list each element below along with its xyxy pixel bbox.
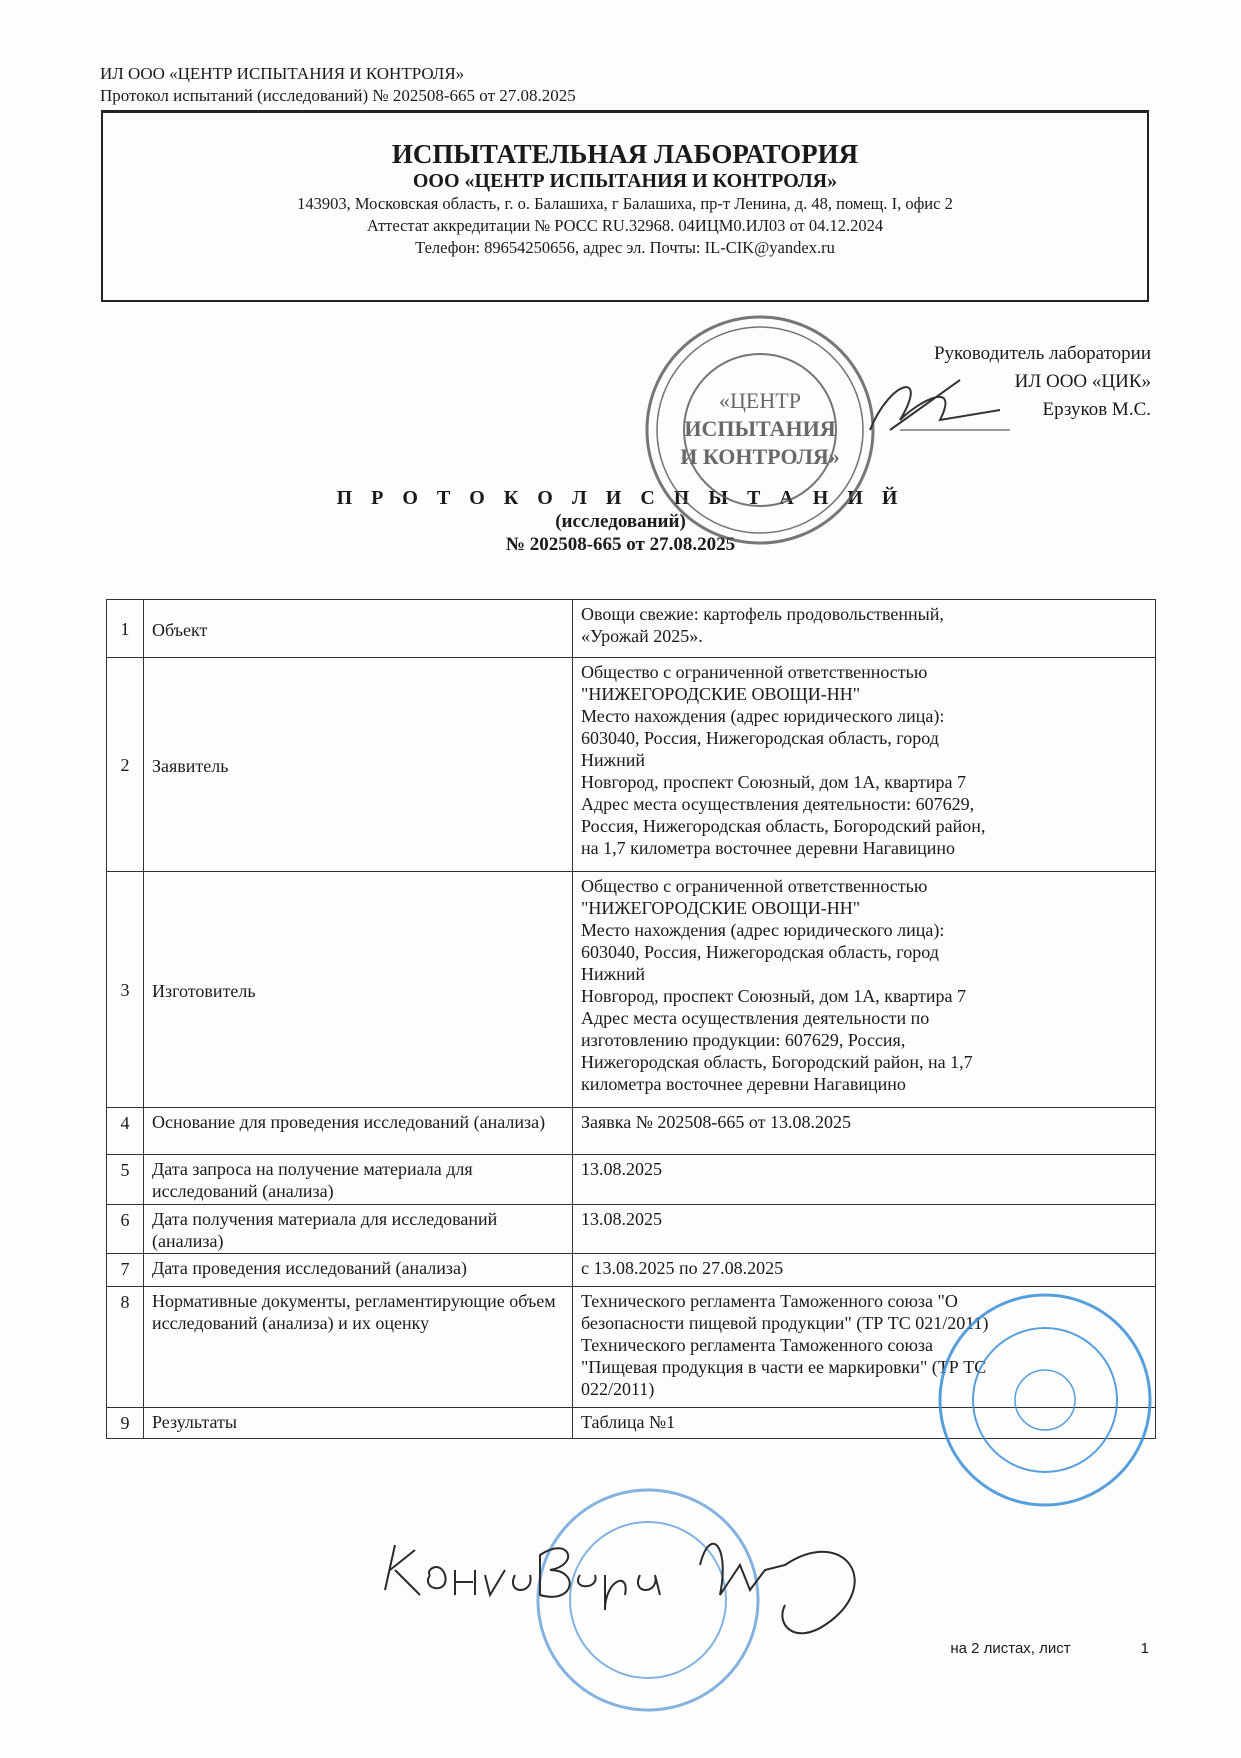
row-value-line: километра восточнее деревни Нагавицино <box>581 1074 906 1094</box>
row-value-line: Заявка № 202508-665 от 13.08.2025 <box>581 1112 852 1132</box>
row-value-line: Россия, Нижегородская область, Богородский район, <box>581 816 986 836</box>
row-value-line: "НИЖЕГОРОДСКИЕ ОВОЩИ-НН" <box>581 684 861 704</box>
row-value-line: Адрес места осуществления деятельности: 607629, <box>581 794 975 814</box>
row-value-line: Нижегородская область, Богородский район, на 1,7 <box>581 1052 973 1072</box>
row-key: Изготовитель <box>144 872 573 1108</box>
row-value <box>573 1287 1156 1408</box>
row-value-line: Адрес места осуществления деятельности по <box>581 1008 930 1028</box>
row-value-line: Общество с ограниченной ответственностью <box>581 876 928 896</box>
protocol-title-block <box>0 487 1241 556</box>
row-number: 6 <box>107 1205 144 1254</box>
row-value-line: изготовлению продукции: 607629, Россия, <box>581 1030 906 1050</box>
protocol-title: П Р О Т О К О Л И С П Ы Т А Н И Й <box>336 487 905 509</box>
blue-seal-bottom-stamp <box>538 1490 758 1710</box>
footer-sheets: на 2 листах, лист <box>950 1640 1071 1657</box>
lab-info-box <box>101 110 1149 302</box>
row-value <box>573 600 1156 658</box>
table-row <box>107 1254 1156 1287</box>
svg-text:ИСПЫТАНИЯ: ИСПЫТАНИЯ <box>684 416 836 441</box>
row-value-line: с 13.08.2025 по 27.08.2025 <box>581 1258 784 1278</box>
table-row <box>107 600 1156 658</box>
row-value-line: 603040, Россия, Нижегородская область, город <box>581 942 939 962</box>
row-value-line: Новгород, проспект Союзный, дом 1А, квартира 7 <box>581 772 967 792</box>
running-header-org: ИЛ ООО «ЦЕНТР ИСПЫТАНИЯ И КОНТРОЛЯ» <box>100 64 465 83</box>
row-value-line: Общество с ограниченной ответственностью <box>581 662 928 682</box>
running-header-protocol: Протокол испытаний (исследований) № 202508-665 от 27.08.2025 <box>100 86 576 105</box>
row-number: 1 <box>107 600 144 658</box>
svg-text:И КОНТРОЛЯ»: И КОНТРОЛЯ» <box>680 444 840 469</box>
protocol-number: № 202508-665 от 27.08.2025 <box>505 534 736 555</box>
row-value-line: Нижний <box>581 964 645 984</box>
protocol-subtitle: (исследований) <box>555 511 686 532</box>
row-value-line: "НИЖЕГОРОДСКИЕ ОВОЩИ-НН" <box>581 898 861 918</box>
row-value-line: Нижний <box>581 750 645 770</box>
row-value-line: Технического регламента Таможенного союза <box>581 1335 933 1355</box>
handwritten-note-copy-correct <box>385 1544 855 1634</box>
lab-org: ООО «ЦЕНТР ИСПЫТАНИЯ И КОНТРОЛЯ» <box>412 170 838 192</box>
row-value-line: Место нахождения (адрес юридического лица): <box>581 706 945 726</box>
lab-address: 143903, Московская область, г. о. Балашиха, г Балашиха, пр-т Ленина, д. 48, помещ. I, офис 2 <box>297 194 953 213</box>
row-value-line: Таблица №1 <box>581 1412 676 1432</box>
table-row <box>107 658 1156 872</box>
protocol-table <box>106 599 1156 1439</box>
approval-name: Ерзуков М.С. <box>1042 399 1151 420</box>
row-value-line: Технического регламента Таможенного союза "О <box>581 1291 958 1311</box>
table-row <box>107 1108 1156 1155</box>
table-row <box>107 1205 1156 1254</box>
row-value-line: 603040, Россия, Нижегородская область, город <box>581 728 939 748</box>
table-row <box>107 1155 1156 1205</box>
row-key: Нормативные документы, регламентирующие объем исследований (анализа) и их оценку <box>144 1287 573 1408</box>
footer-page: 1 <box>1140 1640 1149 1657</box>
row-number: 8 <box>107 1287 144 1408</box>
lab-title: ИСПЫТАТЕЛЬНАЯ ЛАБОРАТОРИЯ <box>391 139 859 169</box>
row-number: 9 <box>107 1408 144 1439</box>
row-key: Основание для проведения исследований (анализа) <box>144 1108 573 1155</box>
approval-org: ИЛ ООО «ЦИК» <box>1014 371 1151 392</box>
row-value-line: Овощи свежие: картофель продовольственный, <box>581 604 944 624</box>
lab-contacts: Телефон: 89654250656, адрес эл. Почты: IL-CIK@yandex.ru <box>415 238 835 257</box>
row-value-line: 022/2011) <box>581 1379 655 1399</box>
row-value <box>573 1155 1156 1205</box>
page-footer <box>950 1640 1149 1657</box>
row-value-line: Новгород, проспект Союзный, дом 1А, квартира 7 <box>581 986 967 1006</box>
row-number: 7 <box>107 1254 144 1287</box>
row-value-line: Место нахождения (адрес юридического лица): <box>581 920 945 940</box>
row-number: 4 <box>107 1108 144 1155</box>
row-key: Дата запроса на получение материала для исследований (анализа) <box>144 1155 573 1205</box>
row-value-line: 13.08.2025 <box>581 1159 662 1179</box>
table-row <box>107 872 1156 1108</box>
row-value-line: «Урожай 2025». <box>581 626 703 646</box>
row-key: Дата получения материала для исследований (анализа) <box>144 1205 573 1254</box>
row-key: Заявитель <box>144 658 573 872</box>
table-row <box>107 1408 1156 1439</box>
row-value-line: безопасности пищевой продукции" (ТР ТС 021/2011) <box>581 1313 989 1333</box>
row-key: Объект <box>144 600 573 658</box>
row-number: 5 <box>107 1155 144 1205</box>
row-value-line: на 1,7 километра восточнее деревни Нагавицино <box>581 838 956 858</box>
row-value-line: "Пищевая продукция в части ее маркировки" (ТР ТС <box>581 1357 987 1377</box>
approval-block <box>934 340 1151 424</box>
row-value <box>573 658 1156 872</box>
row-value <box>573 1108 1156 1155</box>
row-value <box>573 1254 1156 1287</box>
row-value <box>573 1205 1156 1254</box>
row-value <box>573 872 1156 1108</box>
approval-role: Руководитель лаборатории <box>933 343 1151 364</box>
row-key: Результаты <box>144 1408 573 1439</box>
row-number: 3 <box>107 872 144 1108</box>
row-value <box>573 1408 1156 1439</box>
table-row <box>107 1287 1156 1408</box>
row-value-line: 13.08.2025 <box>581 1209 662 1229</box>
row-number: 2 <box>107 658 144 872</box>
row-key: Дата проведения исследований (анализа) <box>144 1254 573 1287</box>
lab-accreditation: Аттестат аккредитации № РОСС RU.32968. 04ИЦМ0.ИЛ03 от 04.12.2024 <box>366 216 884 235</box>
svg-text:«ЦЕНТР: «ЦЕНТР <box>719 388 801 413</box>
